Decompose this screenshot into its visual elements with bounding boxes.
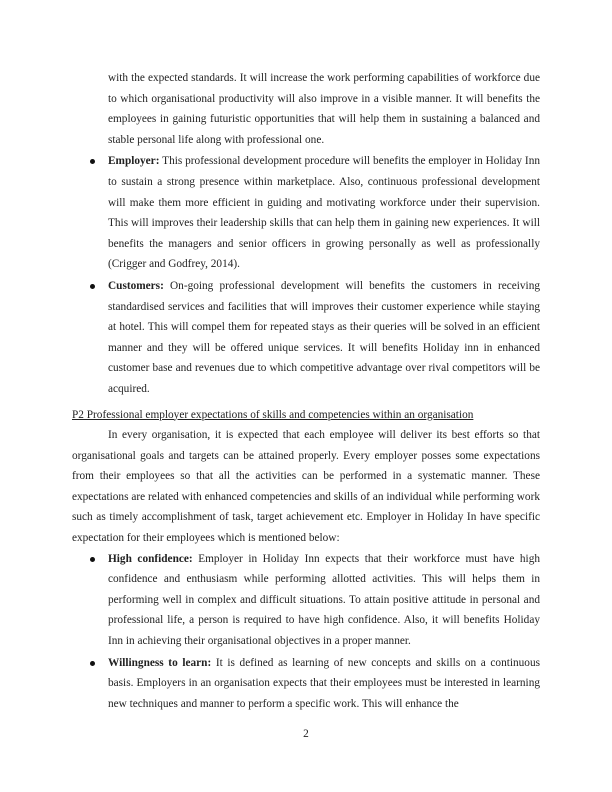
page-number: 2 bbox=[303, 728, 309, 740]
expectations-list bbox=[72, 549, 540, 715]
customers-label: Customers: bbox=[108, 279, 164, 292]
learn-bullet bbox=[72, 653, 540, 715]
confidence-text: Employer in Holiday Inn expects that their workforce must have high confidence and enthusiasm while performing allotted activities. This will helps them in performing well in complex and difficult situations. To attain positive attitude in personal and professional life, a person is required to have high confidence. Also, it will benefits Holiday Inn in achieving their organisational objectives in a proper manner. bbox=[108, 552, 540, 648]
page-content bbox=[72, 68, 540, 714]
learn-text: It is defined as learning of new concepts and skills on a continuous basis. Employers in an organisation expects that their employees must be interested in learning new techniques and manner to perform a specific work. This will enhance the bbox=[108, 656, 540, 710]
employer-bullet bbox=[72, 151, 540, 275]
section-heading: P2 Professional employer expectations of skills and competencies within an organisation bbox=[72, 408, 474, 421]
confidence-bullet bbox=[72, 549, 540, 652]
customers-bullet bbox=[72, 276, 540, 400]
intro-paragraph: In every organisation, it is expected that each employee will deliver its best efforts so that organisational goals and targets can be attained properly. Every employer posses some expectations from their employees so that all the activities can be performed in a systematic manner. These expectations are related with enhanced competencies and skills of an individual while performing work such as timely accomplishment of task, target achievement etc. Employer in Holiday In have specific expectation for their employees which is mentioned below: bbox=[72, 429, 540, 545]
customers-text: On-going professional development will benefits the customers in receiving standardised services and facilities that will improves their customer experience while staying at hotel. This will compel them for repeated stays as their queries will be solved in an efficient manner and they will be offered unique services. It will benefits Holiday inn in enhanced customer base and revenues due to which competitive advantage over rival competitors will be acquired. bbox=[108, 279, 540, 395]
employer-text: This professional development procedure will benefits the employer in Holiday Inn to sustain a strong presence within marketplace. Also, continuous professional development will make them more efficient in guiding and motivating workforce under their supervision. This will improves their leadership skills that can help them in gaining new experiences. It will benefits the managers and senior officers in growing personally as well as professionally (Crigger and Godfrey, 2014). bbox=[108, 155, 540, 271]
learn-label: Willingness to learn: bbox=[108, 656, 212, 669]
benefits-list bbox=[72, 151, 540, 399]
confidence-label: High confidence: bbox=[108, 552, 193, 565]
employer-label: Employer: bbox=[108, 155, 160, 168]
continuation-paragraph: with the expected standards. It will increase the work performing capabilities of workforce due to which organisational productivity will also improve in a visible manner. It will benefits the employees in gaining futuristic opportunities that will help them in sustaining a balanced and stable personal life along with professional one. bbox=[108, 72, 540, 146]
